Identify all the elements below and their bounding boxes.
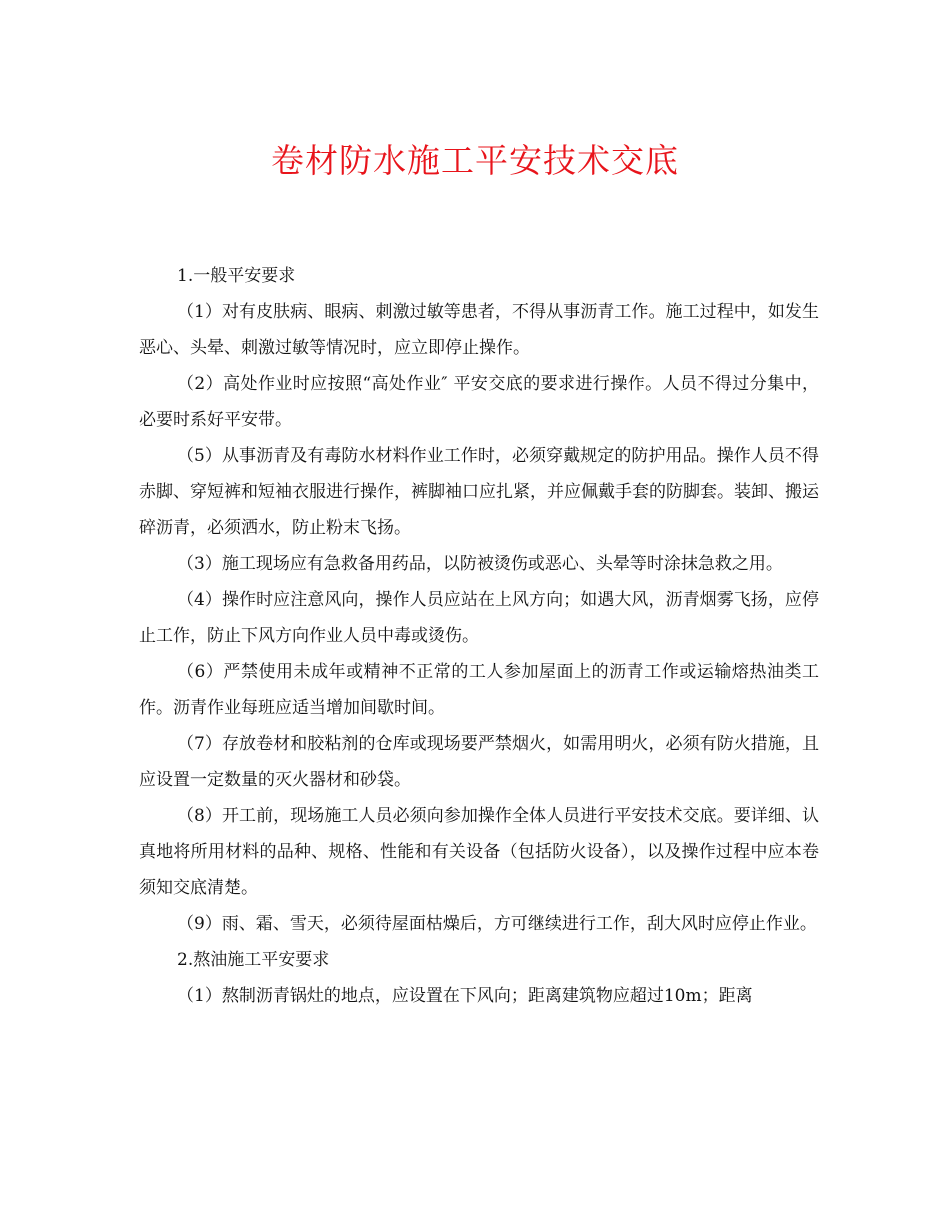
section-heading: 1.一般平安要求 <box>177 266 296 286</box>
section-heading: 2.熬油施工平安要求 <box>177 950 330 970</box>
paragraph: （1）对有皮肤病、眼病、刺激过敏等患者，不得从事沥青工作。施工过程中，如发生恶心、头晕、刺激过敏等情况时，应立即停止操作。 <box>139 302 819 358</box>
paragraph: （9）雨、霜、雪天，必须待屋面枯燥后，方可继续进行工作，刮大风时应停止作业。 <box>177 914 817 934</box>
paragraph: （7）存放卷材和胶粘剂的仓库或现场要严禁烟火，如需用明火，必须有防火措施，且应设置一定数量的灭火器材和砂袋。 <box>139 734 819 790</box>
paragraph: （6）严禁使用未成年或精神不正常的工人参加屋面上的沥青工作或运输熔热油类工作。沥青作业每班应适当增加间歇时间。 <box>139 662 819 718</box>
document-title: 卷材防水施工平安技术交底 <box>271 141 679 180</box>
paragraph: （2）高处作业时应按照“高处作业″ 平安交底的要求进行操作。人员不得过分集中，必要时系好平安带。 <box>139 374 819 430</box>
document-body <box>139 258 819 1014</box>
paragraph: （3）施工现场应有急救备用药品，以防被烫伤或恶心、头晕等时涂抹急救之用。 <box>177 554 783 574</box>
paragraph: （4）操作时应注意风向，操作人员应站在上风方向；如遇大风，沥青烟雾飞扬，应停止工作，防止下风方向作业人员中毒或烫伤。 <box>139 590 819 646</box>
paragraph: （1）熬制沥青锅灶的地点，应设置在下风向；距离建筑物应超过10m；距离 <box>177 986 753 1006</box>
paragraph: （8）开工前，现场施工人员必须向参加操作全体人员进行平安技术交底。要详细、认真地将所用材料的品种、规格、性能和有关设备（包括防火设备），以及操作过程中应本卷须知交底清楚。 <box>139 806 819 898</box>
paragraph: （5）从事沥青及有毒防水材料作业工作时，必须穿戴规定的防护用品。操作人员不得赤脚、穿短裤和短袖衣服进行操作，裤脚袖口应扎紧，并应佩戴手套的防脚套。装卸、搬运碎沥青，必须洒水，防止粉末飞扬。 <box>139 446 819 538</box>
